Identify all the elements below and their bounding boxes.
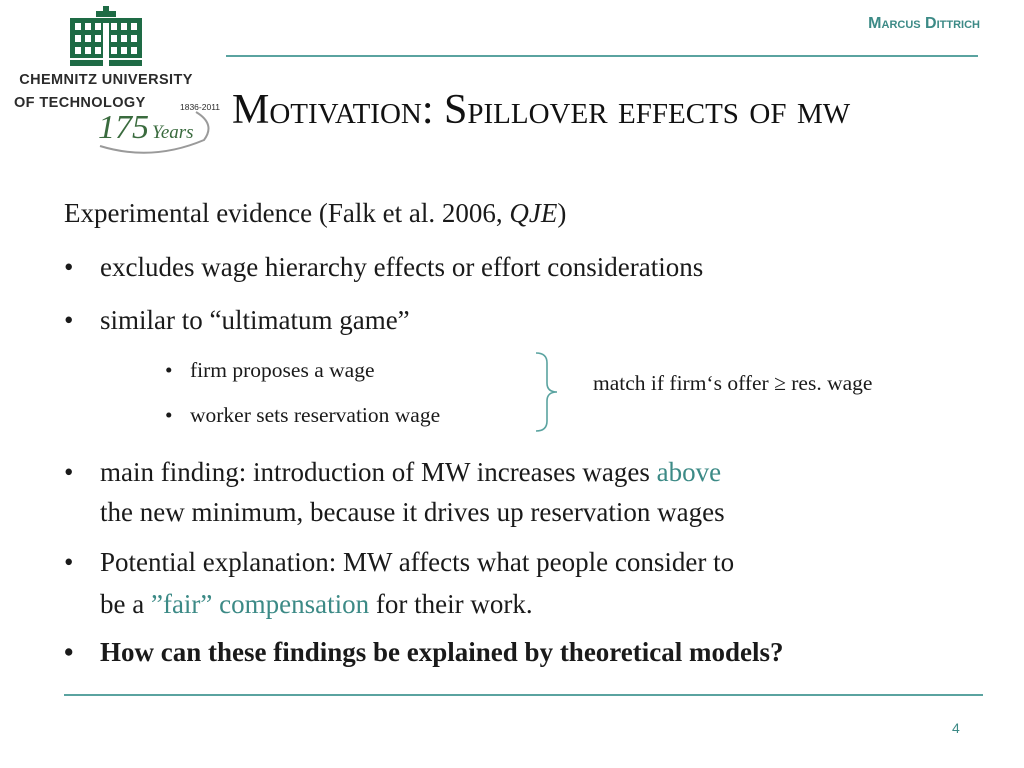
intro-prefix: Experimental evidence (Falk et al. 2006, xyxy=(64,198,510,228)
bullet-marker: • xyxy=(64,457,74,487)
match-note: match if firm‘s offer ≥ res. wage xyxy=(593,371,873,395)
bullet-marker: • xyxy=(64,637,74,667)
author-name: Marcus Dittrich xyxy=(868,15,980,32)
university-logo xyxy=(8,4,221,156)
logo-technology-text: OF TECHNOLOGY xyxy=(14,95,146,111)
bullet-text: Potential explanation: MW affects what people consider to xyxy=(100,547,735,577)
intro-line xyxy=(64,193,566,233)
logo-anniversary-word: Years xyxy=(152,122,194,143)
bullet-text: excludes wage hierarchy effects or effort considerations xyxy=(100,252,704,282)
bullet-marker: • xyxy=(64,252,74,282)
university-building-icon xyxy=(66,6,146,70)
sub-bullet-text: worker sets reservation wage xyxy=(190,403,441,427)
finding-text: main finding: introduction of MW increases wages xyxy=(100,457,657,487)
bullet-text xyxy=(100,452,721,492)
finding-continuation: the new minimum, because it drives up reservation wages xyxy=(100,497,725,527)
bullet-text: similar to “ultimatum game” xyxy=(100,305,410,335)
slide-title: Motivation: Spillover effects of mw xyxy=(232,87,851,133)
right-curly-brace-icon xyxy=(533,351,563,433)
logo-anniversary-number: 175 xyxy=(98,109,149,146)
explanation-continuation xyxy=(100,584,533,624)
explanation-suffix: for their work. xyxy=(369,589,533,619)
page-number: 4 xyxy=(952,720,960,736)
footer-divider xyxy=(64,694,983,696)
bullet-marker: • xyxy=(64,547,74,577)
sub-bullet-marker: • xyxy=(165,403,173,427)
finding-accent: above xyxy=(656,457,722,487)
header-divider xyxy=(226,55,978,57)
question-text: How can these findings be explained by theoretical models? xyxy=(100,637,784,667)
explanation-accent: ”fair” compensation xyxy=(150,589,370,619)
sub-bullet-text: firm proposes a wage xyxy=(190,358,375,382)
explanation-prefix: be a xyxy=(100,589,151,619)
bullet-marker: • xyxy=(64,305,74,335)
intro-suffix: ) xyxy=(557,198,567,228)
logo-university-text: CHEMNITZ UNIVERSITY xyxy=(19,72,193,88)
logo-years-range: 1836-2011 xyxy=(180,102,221,112)
sub-bullet-marker: • xyxy=(165,358,173,382)
intro-journal: QJE xyxy=(509,198,558,228)
